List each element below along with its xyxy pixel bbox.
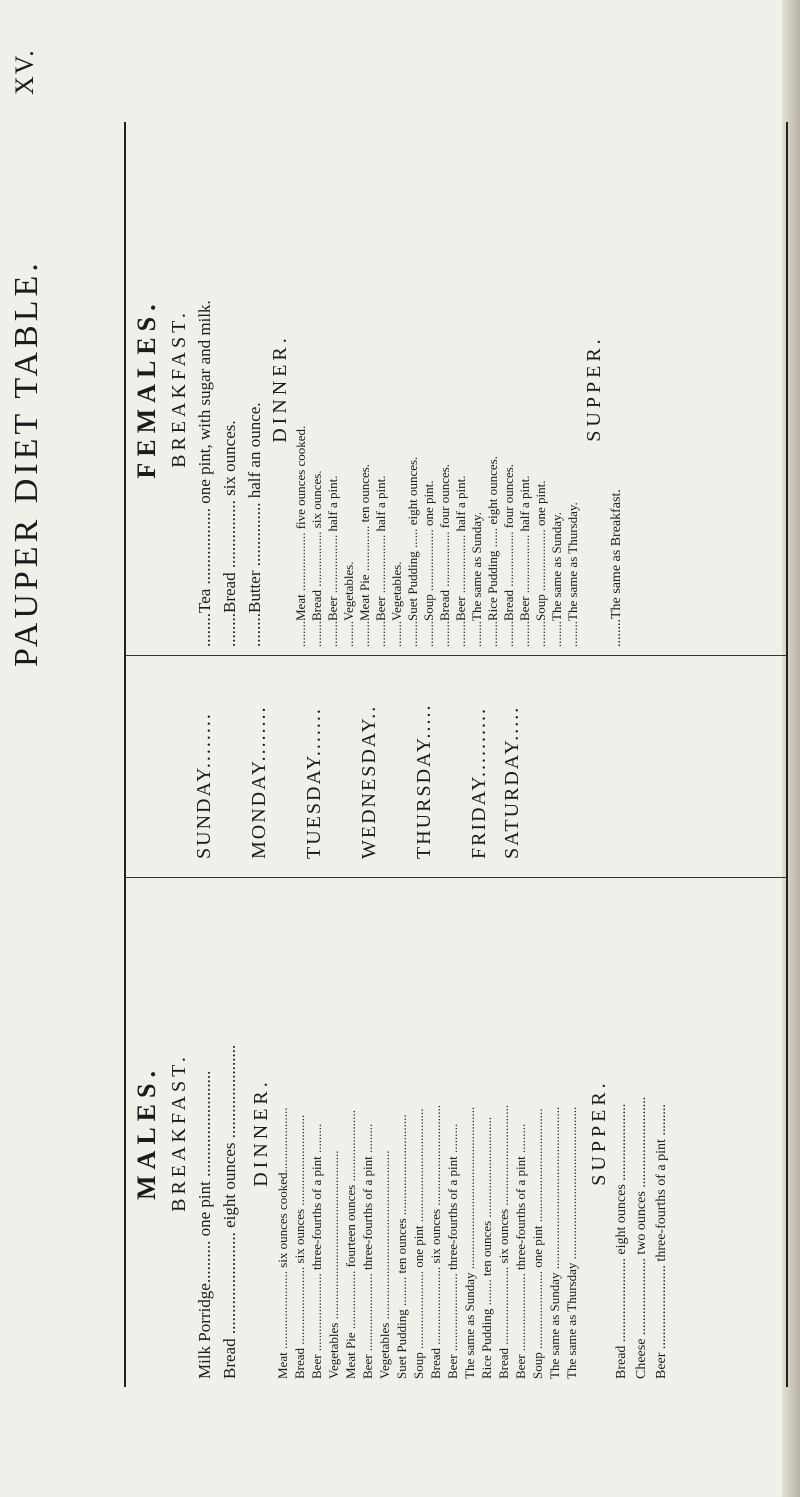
males-dinner-line: Suet Pudding ......... ten ounces ...............................: [394, 1114, 409, 1379]
females-dinner-line: ........The same as Sunday.: [549, 512, 564, 647]
day-saturday: SATURDAY.....: [501, 705, 523, 859]
males-dinner-title: DINNER.: [250, 1078, 272, 1187]
males-dinner-line: Beer ........................ three-fourths of a pint .........: [445, 1123, 460, 1379]
males-dinner-line: Meat ........................ six ounces cooked....................: [275, 1107, 290, 1379]
females-supper-item: ........The same as Breakfast.: [609, 489, 624, 647]
females-dinner-line: ........The same as Thursday.: [565, 502, 580, 647]
day-tuesday: TUESDAY.......: [303, 707, 325, 859]
days-list: [180, 655, 527, 877]
females-dinner-line: ........Bread ................. four ounces.: [501, 463, 516, 647]
females-dinner-line: ........Beer .................. half a pint.: [373, 475, 388, 647]
males-supper-item: Cheese ...................... two ounces ..........................: [634, 1096, 649, 1379]
males-breakfast-item: Bread ........................ eight ounces ......................: [220, 1044, 239, 1379]
females-dinner-line: ........Beer .................. half a pint.: [325, 475, 340, 647]
males-supper-item: Bread ........................ eight ounces ......................: [614, 1103, 629, 1379]
females-breakfast-item: ........Tea .................. one pint, with sugar and milk.: [195, 300, 214, 647]
day-thursday: THURSDAY.....: [413, 703, 435, 859]
males-breakfast-title: BREAKFAST.: [168, 1053, 190, 1212]
females-breakfast-item: ........Butter ............... half an ounce.: [245, 402, 264, 647]
males-dinner-line: Soup ........................ one pint ...................................: [411, 1108, 426, 1379]
males-heading: MALES.: [132, 1065, 161, 1200]
females-breakfast-title: BREAKFAST.: [168, 309, 190, 468]
females-dinner-line: ........Meat .................. five ounces cooked.: [293, 425, 308, 647]
females-heading: FEMALES.: [132, 298, 161, 479]
males-dinner-line: Beer ........................ three-fourths of a pint .........: [513, 1123, 528, 1379]
males-dinner-line: Vegetables ....................................................: [377, 1150, 392, 1379]
males-dinner-line: Bread ........................ six ounces ...............................: [496, 1104, 511, 1379]
males-breakfast-item: Milk Porridge.......... one pint .........................: [195, 1070, 214, 1379]
females-dinner-line: ........The same as Sunday.: [469, 512, 484, 647]
males-dinner-line: The same as Sunday ..................................................: [547, 1106, 562, 1379]
females-dinner-line: ........Beer .................. half a pint.: [517, 475, 532, 647]
page-number: XV.: [10, 48, 39, 95]
males-supper-title: SUPPER.: [588, 1079, 610, 1186]
females-dinner-line: ........Vegetables.: [341, 561, 356, 647]
females-dinner-line: ........Meat Pie .............. ten ounces.: [357, 463, 372, 647]
females-supper-title: SUPPER.: [583, 335, 605, 442]
females-dinner-line: ........Vegetables.: [389, 561, 404, 647]
males-dinner-line: Meat Pie .................. fourteen ounces ......................: [343, 1110, 358, 1379]
day-sunday: SUNDAY........: [193, 712, 215, 859]
females-column: [126, 122, 786, 655]
males-column: [126, 877, 786, 1387]
day-friday: FRIDAY..........: [468, 706, 490, 859]
males-dinner-line: The same as Thursday ...............................................: [564, 1106, 579, 1379]
females-dinner-title: DINNER.: [269, 334, 291, 443]
males-supper-item: Beer ........................ three-fourths of a pint .........: [654, 1104, 669, 1379]
days-column: [126, 655, 786, 877]
males-dinner-line: Bread ........................ six ounces ............................: [292, 1114, 307, 1379]
males-dinner-line: Bread ........................ six ounces ...............................: [428, 1104, 443, 1379]
males-dinner-line: Beer ........................ three-fourths of a pint .........: [360, 1123, 375, 1379]
females-dinner-line: ........Beer .................. half a pint.: [453, 475, 468, 647]
females-breakfast-item: ........Bread ................ six ounces.: [220, 420, 239, 647]
diet-table: [124, 122, 788, 1387]
males-dinner-line: The same as Sunday ..................................................: [462, 1106, 477, 1379]
males-dinner-line: Vegetables ....................................................: [326, 1150, 341, 1379]
males-dinner-line: Rice Pudding ........ ten ounces ...............................: [479, 1116, 494, 1379]
males-dinner-line: Soup ........................ one pint ...................................: [530, 1108, 545, 1379]
females-dinner-line: ........Soup ................... one pint.: [421, 480, 436, 647]
females-dinner-line: ........Bread ................. six ounces.: [309, 470, 324, 647]
males-dinner-line: Beer ........................ three-fourths of a pint .........: [309, 1123, 324, 1379]
females-dinner-line: ........Suet Pudding ...... eight ounces.: [405, 456, 420, 647]
day-monday: MONDAY........: [248, 705, 270, 859]
females-dinner-line: ........Rice Pudding ...... eight ounces.: [485, 455, 500, 647]
page-title: PAUPER DIET TABLE.: [8, 259, 45, 667]
females-dinner-line: ........Soup ................... one pint.: [533, 480, 548, 647]
females-dinner-line: ........Bread ................. four ounces.: [437, 463, 452, 647]
day-wednesday: WEDNESDAY..: [358, 704, 380, 859]
